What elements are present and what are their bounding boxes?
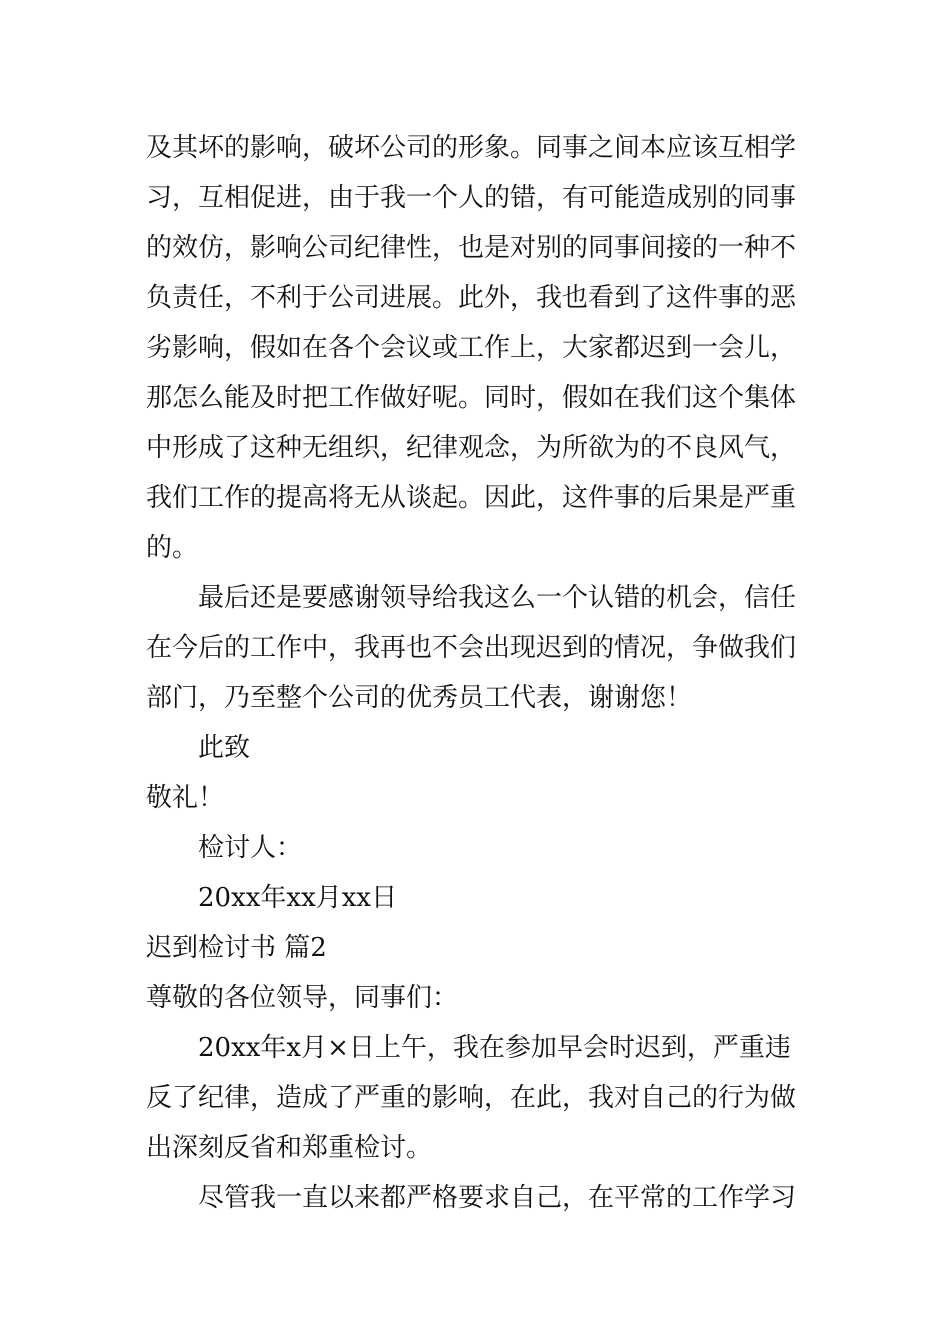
text-line: 习，互相促进，由于我一个人的错，有可能造成别的同事 [146,183,797,213]
text-line: 中形成了这种无组织，纪律观念，为所欲为的不良风气， [146,433,797,463]
closing-respect: 敬礼！ [146,783,225,813]
section-title: 迟到检讨书 篇2 [146,933,327,963]
signature-date: 20xx年xx月xx日 [198,883,398,913]
text-line: 尽管我一直以来都严格要求自己，在平常的工作学习 [198,1183,797,1213]
text-line: 20xx年x月×日上午，我在参加早会时迟到，严重违 [198,1033,791,1063]
text-line: 我们工作的提高将无从谈起。因此，这件事的后果是严重 [146,483,797,513]
signer-label: 检讨人： [198,833,303,863]
text-line: 的。 [146,533,199,563]
text-line: 那怎么能及时把工作做好呢。同时，假如在我们这个集体 [146,383,797,413]
text-line: 出深刻反省和郑重检讨。 [146,1133,433,1163]
text-line: 及其坏的影响，破坏公司的形象。同事之间本应该互相学 [146,133,797,163]
greeting: 尊敬的各位领导，同事们： [146,983,459,1013]
text-line: 部门，乃至整个公司的优秀员工代表，谢谢您！ [146,683,693,713]
closing-salutation: 此致 [198,733,251,763]
text-line: 反了纪律，造成了严重的影响，在此，我对自己的行为做 [146,1083,797,1113]
text-line: 的效仿，影响公司纪律性，也是对别的同事间接的一种不 [146,233,797,263]
text-line: 在今后的工作中，我再也不会出现迟到的情况，争做我们 [146,633,797,663]
text-line: 负责任，不利于公司进展。此外，我也看到了这件事的恶 [146,283,797,313]
text-line: 劣影响，假如在各个会议或工作上，大家都迟到一会儿， [146,333,797,363]
text-line: 最后还是要感谢领导给我这么一个认错的机会，信任 [198,583,797,613]
